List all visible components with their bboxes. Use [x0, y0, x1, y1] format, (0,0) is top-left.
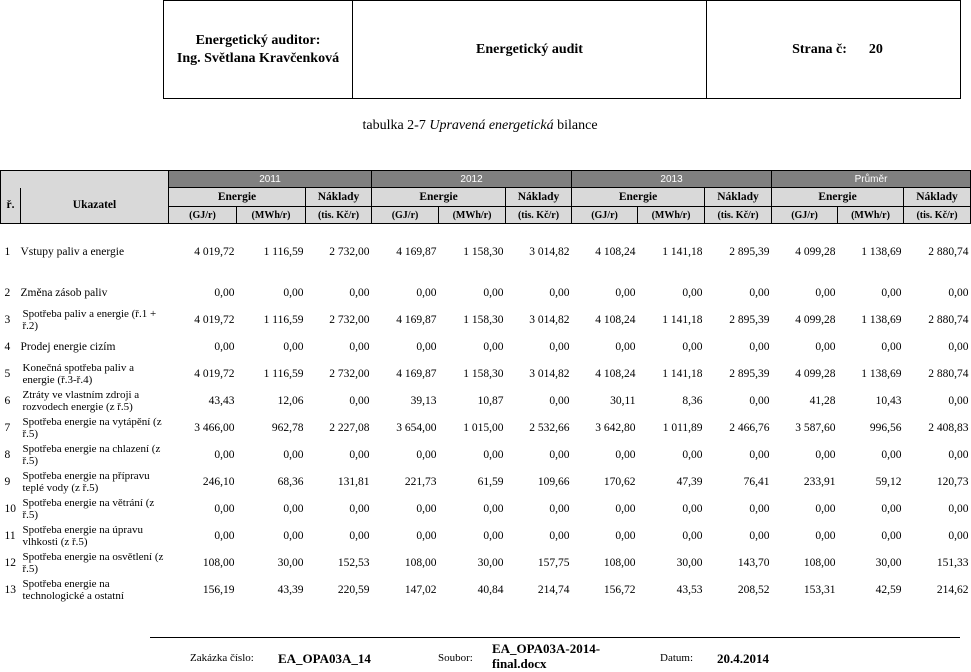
row-number: 8 [4, 448, 11, 461]
value-cell: 2 880,74 [928, 245, 969, 258]
value-cell: 0,00 [283, 340, 304, 353]
value-cell: 246,10 [202, 475, 235, 488]
value-cell: 4 019,72 [194, 367, 235, 380]
cost-header: Náklady [904, 188, 971, 207]
value-cell: 0,00 [615, 502, 636, 515]
auditor-cell [164, 1, 353, 98]
value-cell: 0,00 [615, 340, 636, 353]
value-cell: 0,00 [549, 502, 570, 515]
value-cell: 0,00 [483, 286, 504, 299]
table-caption [0, 118, 960, 134]
value-cell: 0,00 [881, 286, 902, 299]
table-row [1, 306, 971, 333]
cost-header: Náklady [705, 188, 772, 207]
unit-mwh: (MWh/r) [838, 207, 904, 224]
value-cell: 220,59 [337, 583, 370, 596]
caption-prefix: tabulka 2-7 [362, 118, 430, 133]
value-cell: 4 099,28 [795, 313, 836, 326]
value-cell: 43,43 [208, 394, 235, 407]
value-cell: 1 158,30 [463, 313, 504, 326]
value-cell: 0,00 [416, 340, 437, 353]
value-cell: 1 138,69 [861, 367, 902, 380]
footer-rule [150, 637, 960, 638]
value-cell: 1 116,59 [263, 313, 304, 326]
value-cell: 0,00 [881, 529, 902, 542]
value-cell: 0,00 [483, 340, 504, 353]
page-footer [150, 643, 960, 671]
value-cell: 0,00 [615, 286, 636, 299]
row-label: Spotřeba energie na chlazení (z ř.5) [22, 442, 161, 467]
page-label: Strana č: [792, 41, 847, 57]
table-row [1, 495, 971, 522]
value-cell: 170,62 [603, 475, 636, 488]
value-cell: 108,00 [202, 556, 235, 569]
value-cell: 0,00 [815, 502, 836, 515]
value-cell: 30,11 [610, 394, 636, 407]
value-cell: 2 408,83 [928, 421, 969, 434]
value-cell: 12,06 [277, 394, 304, 407]
value-cell: 61,59 [477, 475, 504, 488]
value-cell: 0,00 [682, 448, 703, 461]
value-cell: 0,00 [214, 448, 235, 461]
year-header: Průměr [772, 171, 971, 188]
energy-balance-table [0, 170, 971, 603]
table-row [1, 549, 971, 576]
order-value: EA_OPA03A_14 [278, 651, 371, 666]
table-row [1, 333, 971, 360]
value-cell: 1 141,18 [662, 313, 703, 326]
value-cell: 3 654,00 [396, 421, 437, 434]
unit-gj: (GJ/r) [772, 207, 838, 224]
row-number: 3 [4, 313, 11, 326]
value-cell: 151,33 [936, 556, 969, 569]
value-cell: 962,78 [271, 421, 304, 434]
energy-header: Energie [372, 188, 506, 207]
row-label: Prodej energie cizím [20, 340, 116, 353]
row-number: 10 [4, 502, 16, 515]
value-cell: 0,00 [815, 286, 836, 299]
value-cell: 30,00 [277, 556, 304, 569]
auditor-name: Ing. Světlana Kravčenková [176, 50, 340, 66]
row-number: 2 [4, 286, 11, 299]
value-cell: 0,00 [948, 286, 969, 299]
value-cell: 0,00 [483, 502, 504, 515]
row-number: 1 [4, 245, 11, 258]
value-cell: 3 642,80 [595, 421, 636, 434]
value-cell: 8,36 [682, 394, 703, 407]
value-cell: 0,00 [815, 529, 836, 542]
value-cell: 47,39 [676, 475, 703, 488]
value-cell: 0,00 [749, 529, 770, 542]
value-cell: 39,13 [410, 394, 437, 407]
value-cell: 0,00 [815, 448, 836, 461]
value-cell: 76,41 [743, 475, 770, 488]
value-cell: 4 019,72 [194, 245, 235, 258]
value-cell: 1 141,18 [662, 367, 703, 380]
caption-suffix: bilance [553, 118, 598, 133]
table-row [1, 576, 971, 603]
value-cell: 156,19 [202, 583, 235, 596]
value-cell: 0,00 [349, 448, 370, 461]
value-cell: 10,87 [477, 394, 504, 407]
row-label: Spotřeba energie na vytápění (z ř.5) [22, 415, 162, 440]
row-label: Změna zásob paliv [20, 286, 108, 299]
table-row [1, 468, 971, 495]
value-cell: 30,00 [477, 556, 504, 569]
value-cell: 42,59 [875, 583, 902, 596]
table-row [1, 522, 971, 549]
row-label: Spotřeba energie na přípravu teplé vody (z ř.5) [22, 469, 150, 494]
value-cell: 1 116,59 [263, 245, 304, 258]
value-cell: 0,00 [749, 340, 770, 353]
value-cell: 1 011,89 [662, 421, 703, 434]
value-cell: 43,53 [676, 583, 703, 596]
value-cell: 0,00 [682, 529, 703, 542]
value-cell: 0,00 [349, 529, 370, 542]
row-label: Ztráty ve vlastním zdroji a rozvodech energie (z ř.5) [22, 388, 140, 413]
value-cell: 0,00 [682, 502, 703, 515]
table-row [1, 238, 971, 265]
value-cell: 233,91 [803, 475, 836, 488]
energy-header: Energie [772, 188, 904, 207]
value-cell: 2 895,39 [729, 313, 770, 326]
unit-mwh: (MWh/r) [638, 207, 705, 224]
table-row [1, 279, 971, 306]
doc-title: Energetický audit [353, 1, 707, 98]
table-row [1, 360, 971, 387]
cost-header: Náklady [506, 188, 572, 207]
unit-cost: (tis. Kč/r) [904, 207, 971, 224]
value-cell: 153,31 [803, 583, 836, 596]
value-cell: 3 466,00 [194, 421, 235, 434]
value-cell: 157,75 [537, 556, 570, 569]
value-cell: 108,00 [803, 556, 836, 569]
unit-mwh: (MWh/r) [237, 207, 306, 224]
value-cell: 0,00 [749, 286, 770, 299]
value-cell: 0,00 [214, 286, 235, 299]
value-cell: 59,12 [875, 475, 902, 488]
value-cell: 0,00 [283, 529, 304, 542]
value-cell: 10,43 [875, 394, 902, 407]
value-cell: 0,00 [349, 340, 370, 353]
row-number: 7 [4, 421, 11, 434]
value-cell: 4 108,24 [595, 313, 636, 326]
value-cell: 0,00 [349, 394, 370, 407]
value-cell: 0,00 [549, 340, 570, 353]
value-cell: 0,00 [749, 448, 770, 461]
col-indicator-header: Ukazatel [21, 188, 169, 224]
value-cell: 0,00 [682, 340, 703, 353]
value-cell: 43,39 [277, 583, 304, 596]
value-cell: 0,00 [214, 529, 235, 542]
file-value: EA_OPA03A-2014-final.docx [492, 641, 601, 671]
table-row [1, 414, 971, 441]
value-cell: 2 895,39 [729, 245, 770, 258]
unit-mwh: (MWh/r) [439, 207, 506, 224]
value-cell: 4 169,87 [396, 367, 437, 380]
value-cell: 0,00 [483, 448, 504, 461]
row-label: Konečná spotřeba paliv a energie (ř.3-ř.4) [22, 361, 134, 386]
value-cell: 0,00 [416, 448, 437, 461]
value-cell: 0,00 [948, 529, 969, 542]
value-cell: 0,00 [349, 502, 370, 515]
row-number: 12 [4, 556, 16, 569]
value-cell: 0,00 [416, 529, 437, 542]
value-cell: 109,66 [537, 475, 570, 488]
value-cell: 2 895,39 [729, 367, 770, 380]
value-cell: 0,00 [948, 448, 969, 461]
value-cell: 2 532,66 [529, 421, 570, 434]
value-cell: 0,00 [214, 340, 235, 353]
year-header: 2013 [572, 171, 772, 188]
value-cell: 3 014,82 [529, 313, 570, 326]
row-label: Spotřeba energie na úpravu vlhkosti (z ř.5) [22, 523, 143, 548]
value-cell: 221,73 [404, 475, 437, 488]
file-label: Soubor: [438, 652, 473, 664]
row-number: 11 [4, 529, 16, 542]
value-cell: 0,00 [615, 529, 636, 542]
year-header: 2012 [372, 171, 572, 188]
value-cell: 0,00 [749, 502, 770, 515]
caption-italic: Upravená energetická [429, 118, 554, 133]
value-cell: 2 466,76 [729, 421, 770, 434]
row-number: 4 [4, 340, 11, 353]
value-cell: 68,36 [277, 475, 304, 488]
row-label: Spotřeba energie na technologické a ostatní [22, 577, 124, 602]
value-cell: 3 014,82 [529, 367, 570, 380]
value-cell: 208,52 [737, 583, 770, 596]
value-cell: 0,00 [483, 529, 504, 542]
value-cell: 108,00 [603, 556, 636, 569]
value-cell: 40,84 [477, 583, 504, 596]
value-cell: 1 158,30 [463, 245, 504, 258]
energy-header: Energie [572, 188, 705, 207]
value-cell: 156,72 [603, 583, 636, 596]
row-number: 13 [4, 583, 16, 596]
value-cell: 143,70 [737, 556, 770, 569]
value-cell: 0,00 [283, 448, 304, 461]
value-cell: 4 169,87 [396, 245, 437, 258]
unit-cost: (tis. Kč/r) [506, 207, 572, 224]
order-label: Zakázka číslo: [190, 652, 254, 664]
row-label: Vstupy paliv a energie [20, 245, 125, 258]
value-cell: 30,00 [875, 556, 902, 569]
value-cell: 0,00 [549, 448, 570, 461]
value-cell: 1 116,59 [263, 367, 304, 380]
value-cell: 0,00 [283, 286, 304, 299]
value-cell: 0,00 [948, 340, 969, 353]
value-cell: 0,00 [214, 502, 235, 515]
value-cell: 0,00 [416, 286, 437, 299]
row-number: 5 [4, 367, 11, 380]
document-header [163, 0, 961, 99]
value-cell: 214,62 [936, 583, 969, 596]
auditor-title: Energetický auditor: [195, 32, 321, 48]
value-cell: 2 732,00 [329, 367, 370, 380]
date-label: Datum: [660, 652, 693, 664]
value-cell: 0,00 [349, 286, 370, 299]
value-cell: 3 587,60 [795, 421, 836, 434]
value-cell: 108,00 [404, 556, 437, 569]
value-cell: 4 108,24 [595, 245, 636, 258]
unit-gj: (GJ/r) [572, 207, 638, 224]
year-header: 2011 [169, 171, 372, 188]
value-cell: 0,00 [549, 394, 570, 407]
value-cell: 0,00 [615, 448, 636, 461]
row-label: Spotřeba energie na větrání (z ř.5) [22, 496, 155, 521]
page-number: 20 [868, 41, 883, 57]
value-cell: 2 732,00 [329, 245, 370, 258]
value-cell: 4 019,72 [194, 313, 235, 326]
value-cell: 0,00 [749, 394, 770, 407]
value-cell: 0,00 [682, 286, 703, 299]
table-body [1, 224, 971, 604]
value-cell: 30,00 [676, 556, 703, 569]
value-cell: 2 227,08 [329, 421, 370, 434]
unit-gj: (GJ/r) [372, 207, 439, 224]
row-number: 9 [4, 475, 11, 488]
value-cell: 147,02 [404, 583, 437, 596]
value-cell: 0,00 [815, 340, 836, 353]
page-cell [707, 1, 960, 98]
value-cell: 1 138,69 [861, 313, 902, 326]
unit-gj: (GJ/r) [169, 207, 237, 224]
table-row [1, 441, 971, 468]
value-cell: 0,00 [416, 502, 437, 515]
value-cell: 0,00 [283, 502, 304, 515]
value-cell: 2 732,00 [329, 313, 370, 326]
value-cell: 41,28 [809, 394, 836, 407]
energy-header: Energie [169, 188, 306, 207]
value-cell: 152,53 [337, 556, 370, 569]
value-cell: 120,73 [936, 475, 969, 488]
date-value: 20.4.2014 [717, 651, 769, 666]
value-cell: 3 014,82 [529, 245, 570, 258]
value-cell: 4 099,28 [795, 367, 836, 380]
table-row [1, 387, 971, 414]
value-cell: 0,00 [881, 502, 902, 515]
value-cell: 2 880,74 [928, 313, 969, 326]
value-cell: 2 880,74 [928, 367, 969, 380]
value-cell: 0,00 [948, 502, 969, 515]
value-cell: 214,74 [537, 583, 570, 596]
value-cell: 4 108,24 [595, 367, 636, 380]
value-cell: 0,00 [881, 448, 902, 461]
row-label: Spotřeba energie na osvětlení (z ř.5) [22, 550, 164, 575]
row-label: Spotřeba paliv a energie (ř.1 + ř.2) [22, 307, 157, 332]
value-cell: 0,00 [549, 286, 570, 299]
value-cell: 0,00 [881, 340, 902, 353]
row-number: 6 [4, 394, 11, 407]
value-cell: 1 158,30 [463, 367, 504, 380]
value-cell: 0,00 [549, 529, 570, 542]
value-cell: 1 141,18 [662, 245, 703, 258]
unit-cost: (tis. Kč/r) [306, 207, 372, 224]
cost-header: Náklady [306, 188, 372, 207]
value-cell: 996,56 [869, 421, 902, 434]
unit-cost: (tis. Kč/r) [705, 207, 772, 224]
value-cell: 1 138,69 [861, 245, 902, 258]
value-cell: 0,00 [948, 394, 969, 407]
value-cell: 1 015,00 [463, 421, 504, 434]
col-no-header: ř. [1, 188, 21, 224]
value-cell: 4 169,87 [396, 313, 437, 326]
value-cell: 4 099,28 [795, 245, 836, 258]
value-cell: 131,81 [337, 475, 370, 488]
